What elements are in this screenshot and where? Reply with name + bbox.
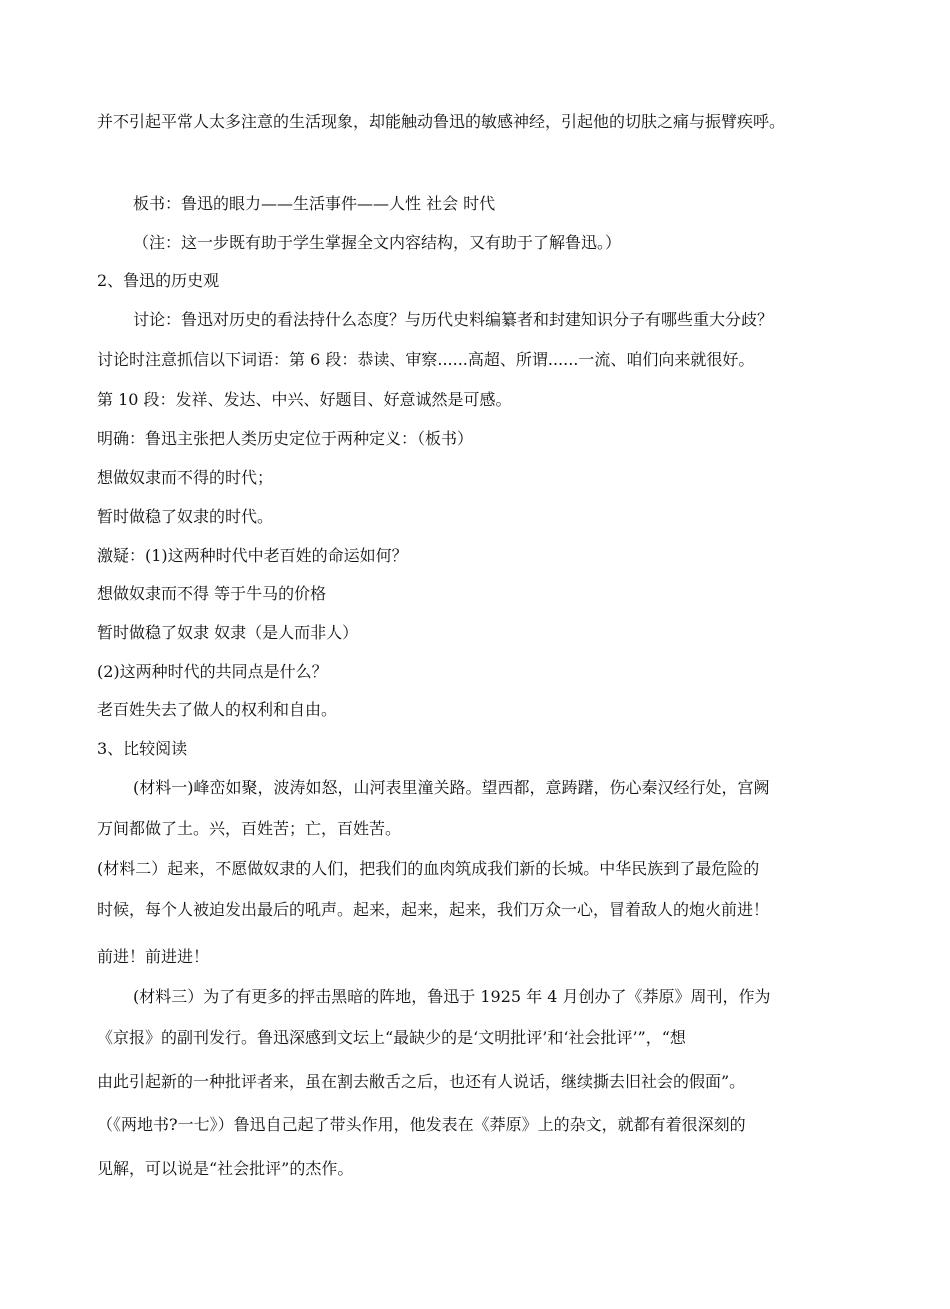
material-line: 前进！前进进！ xyxy=(97,947,210,966)
material-line: 由此引起新的一种批评者来，虽在割去敝舌之后，也还有人说话，继续撕去旧社会的假面”。 xyxy=(97,1072,746,1091)
blackboard-note: 板书：鲁迅的眼力——生活事件——人性 社会 时代 xyxy=(133,194,496,213)
material-line: （《两地书?一七》）鲁迅自己起了带头作用，他发表在《莽原》上的杂文，就都有着很深刻的 xyxy=(97,1115,746,1134)
discussion-question: 讨论：鲁迅对历史的看法持什么态度？与历代史料编纂者和封建知识分子有哪些重大分歧？ xyxy=(133,310,774,329)
question-line: 激疑：(1)这两种时代中老百姓的命运如何？ xyxy=(97,546,408,565)
material-line: 见解，可以说是“社会批评”的杰作。 xyxy=(97,1159,354,1178)
paragraph-line: 第 10 段：发祥、发达、中兴、好题目、好意诚然是可感。 xyxy=(97,390,512,409)
paragraph-line: 明确：鲁迅主张把人类历史定位于两种定义：（板书） xyxy=(97,429,474,448)
section-heading: 2、鲁迅的历史观 xyxy=(97,271,220,290)
definition-line: 想做奴隶而不得的时代； xyxy=(97,468,274,487)
material-line: (材料一)峰峦如聚，波涛如怒，山河表里潼关路。望西都，意踌躇，伤心秦汉经行处，宫阙 xyxy=(133,778,770,797)
material-line: (材料二）起来，不愿做奴隶的人们，把我们的血肉筑成我们新的长城。中华民族到了最危险的 xyxy=(97,859,760,878)
question-line: (2)这两种时代的共同点是什么？ xyxy=(97,662,328,681)
teacher-note: （注：这一步既有助于学生掌握全文内容结构，又有助于了解鲁迅。） xyxy=(133,233,622,252)
definition-line: 暂时做稳了奴隶的时代。 xyxy=(97,507,274,526)
section-heading: 3、比较阅读 xyxy=(97,739,188,758)
answer-line: 想做奴隶而不得 等于牛马的价格 xyxy=(97,584,327,603)
material-line: (材料三）为了有更多的抨击黑暗的阵地，鲁迅于 1925 年 4 月创办了《莽原》周刊，作为 xyxy=(133,987,771,1006)
answer-line: 暂时做稳了奴隶 奴隶（是人而非人） xyxy=(97,623,359,642)
material-line: 《京报》的副刊发行。鲁迅深感到文坛上“最缺少的是‘文明批评’和‘社会批评’”，“想 xyxy=(97,1028,686,1047)
material-line: 万间都做了土。兴，百姓苦；亡，百姓苦。 xyxy=(97,819,402,838)
paragraph-line: 讨论时注意抓信以下词语：第 6 段：恭读、审察......高超、所谓......一流、咱们向来就很好。 xyxy=(97,350,755,369)
material-line: 时候，每个人被迫发出最后的吼声。起来，起来，起来，我们万众一心，冒着敌人的炮火前进！ xyxy=(97,900,770,919)
paragraph-line: 并不引起平常人太多注意的生活现象，却能触动鲁迅的敏感神经，引起他的切肤之痛与振臂疾呼。 xyxy=(97,112,786,131)
answer-line: 老百姓失去了做人的权利和自由。 xyxy=(97,700,338,719)
